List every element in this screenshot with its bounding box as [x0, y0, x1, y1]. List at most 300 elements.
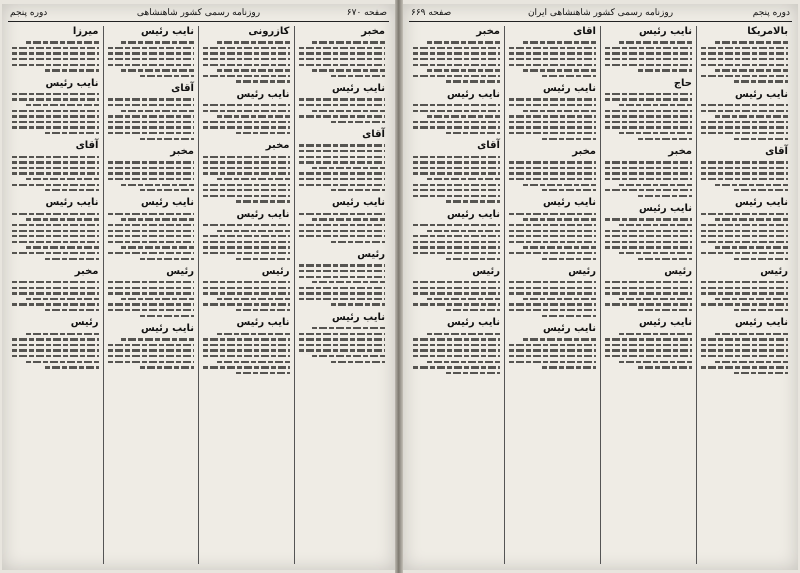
text-line	[312, 41, 385, 43]
speech-paragraph	[12, 197, 99, 259]
text-line	[108, 98, 195, 100]
text-line	[108, 281, 195, 283]
speaker-name: نایب رئیس	[734, 197, 788, 209]
text-line	[108, 132, 195, 134]
text-line	[509, 213, 596, 215]
speech-paragraph	[108, 146, 195, 192]
text-line	[605, 64, 692, 66]
text-line	[140, 315, 194, 317]
text-line	[413, 338, 500, 340]
text-line	[203, 58, 290, 60]
text-line	[523, 246, 596, 248]
speaker-name: آقای	[477, 140, 500, 152]
text-line	[108, 52, 195, 54]
text-line	[619, 132, 692, 134]
text-line	[619, 104, 692, 106]
text-line	[203, 167, 290, 169]
text-line	[217, 178, 290, 180]
speech-paragraph	[509, 197, 596, 259]
text-line	[605, 115, 692, 117]
text-line	[715, 184, 788, 186]
text-line	[701, 303, 788, 305]
text-line	[203, 52, 290, 54]
text-line	[203, 64, 290, 66]
speaker-name: نایب رئیس	[446, 317, 500, 329]
text-line	[715, 298, 788, 300]
text-line	[299, 264, 386, 266]
text-line	[121, 246, 194, 248]
text-line	[45, 366, 99, 368]
text-line	[331, 241, 385, 243]
text-line	[413, 241, 500, 243]
text-line	[509, 361, 596, 363]
text-line	[121, 184, 194, 186]
speech-paragraph	[605, 78, 692, 140]
text-line	[701, 366, 788, 368]
speaker-name: نایب رئیس	[638, 26, 692, 37]
speaker-name: نایب رئیس	[140, 197, 194, 209]
text-line	[108, 121, 195, 123]
book-gutter	[395, 0, 403, 573]
text-line	[413, 110, 500, 112]
speech-paragraph	[12, 266, 99, 312]
text-line	[509, 98, 596, 100]
text-line	[446, 258, 500, 260]
text-line	[299, 161, 386, 163]
text-line	[715, 246, 788, 248]
text-line	[523, 69, 596, 71]
text-line	[299, 144, 386, 146]
text-line	[715, 361, 788, 363]
text-line	[605, 167, 692, 169]
text-line	[701, 230, 788, 232]
text-line	[299, 184, 386, 186]
text-line	[701, 132, 788, 134]
speaker-name: رئیس	[261, 265, 290, 277]
text-line	[26, 104, 99, 106]
text-line	[108, 241, 195, 243]
text-line	[299, 333, 386, 335]
text-line	[12, 58, 99, 60]
speech-paragraph	[605, 146, 692, 197]
text-line	[108, 292, 195, 294]
speaker-name: رئیس	[70, 317, 99, 329]
speech-paragraph	[509, 266, 596, 317]
text-line	[509, 241, 596, 243]
text-line	[45, 69, 99, 71]
text-line	[605, 230, 692, 232]
text-line	[203, 241, 290, 243]
text-line	[299, 344, 386, 346]
text-line	[12, 110, 99, 112]
text-line	[605, 172, 692, 174]
text-line	[734, 372, 788, 374]
speaker-name: نایب رئیس	[45, 197, 99, 209]
text-line	[26, 218, 99, 220]
right-page	[403, 4, 798, 570]
speaker-name: نایب رئیس	[331, 197, 385, 209]
text-line	[203, 156, 290, 158]
text-line	[413, 303, 500, 305]
text-line	[638, 258, 692, 260]
text-line	[331, 303, 385, 305]
text-line	[121, 110, 194, 112]
text-line	[509, 235, 596, 237]
text-line	[701, 344, 788, 346]
speaker-name: نایب رئیس	[45, 77, 99, 89]
text-column	[103, 26, 199, 564]
text-line	[509, 52, 596, 54]
text-line	[413, 184, 500, 186]
text-line	[203, 338, 290, 340]
text-line	[12, 93, 99, 95]
text-line	[299, 235, 386, 237]
text-line	[12, 281, 99, 283]
text-line	[12, 184, 99, 186]
text-line	[12, 64, 99, 66]
text-line	[108, 349, 195, 351]
text-line	[509, 104, 596, 106]
text-line	[299, 178, 386, 180]
text-line	[413, 224, 500, 226]
text-line	[509, 281, 596, 283]
text-line	[509, 132, 596, 134]
text-line	[701, 104, 788, 106]
text-line	[203, 121, 290, 123]
text-line	[299, 104, 386, 106]
text-line	[509, 47, 596, 49]
text-line	[413, 292, 500, 294]
text-line	[236, 258, 290, 260]
text-line	[299, 98, 386, 100]
text-line	[299, 270, 386, 272]
speech-paragraph	[203, 266, 290, 312]
speech-paragraph	[12, 26, 99, 72]
speech-paragraph	[12, 78, 99, 135]
text-line	[413, 349, 500, 351]
text-line	[217, 298, 290, 300]
text-line	[509, 287, 596, 289]
text-line	[331, 121, 385, 123]
text-line	[542, 138, 596, 140]
text-line	[26, 178, 99, 180]
text-line	[427, 41, 500, 43]
text-line	[542, 189, 596, 191]
left-page-issue: دوره پنجم	[10, 8, 48, 18]
speaker-name: نایب رئیس	[236, 208, 290, 220]
text-line	[108, 213, 195, 215]
speaker-name: حاج	[673, 77, 692, 89]
speaker-name: آقای	[75, 140, 99, 152]
speaker-name: آقای	[765, 145, 788, 157]
text-line	[619, 361, 692, 363]
right-page-masthead: روزنامه رسمی کشور شاهنشاهی ایران	[527, 8, 674, 18]
text-line	[509, 224, 596, 226]
text-line	[509, 303, 596, 305]
right-page-columns	[409, 26, 792, 564]
text-line	[203, 281, 290, 283]
text-line	[413, 355, 500, 357]
text-line	[312, 110, 385, 112]
text-line	[217, 361, 290, 363]
text-line	[509, 172, 596, 174]
speech-paragraph	[701, 266, 788, 312]
text-line	[203, 195, 290, 197]
text-line	[121, 338, 194, 340]
speech-paragraph	[509, 146, 596, 192]
text-line	[523, 110, 596, 112]
speaker-name: نایب رئیس	[236, 88, 290, 100]
text-line	[413, 58, 500, 60]
text-line	[299, 150, 386, 152]
text-line	[605, 98, 692, 100]
text-line	[427, 69, 500, 71]
text-line	[542, 366, 596, 368]
text-column	[600, 26, 696, 564]
text-line	[734, 138, 788, 140]
text-line	[638, 69, 692, 71]
speech-paragraph	[108, 197, 195, 259]
text-line	[203, 246, 290, 248]
text-line	[217, 230, 290, 232]
text-line	[523, 184, 596, 186]
text-line	[413, 344, 500, 346]
speech-paragraph	[605, 266, 692, 312]
text-line	[427, 298, 500, 300]
text-line	[605, 338, 692, 340]
text-line	[605, 355, 692, 357]
text-line	[619, 41, 692, 43]
text-line	[701, 241, 788, 243]
speaker-name: مخبر	[170, 145, 194, 157]
text-line	[413, 287, 500, 289]
text-line	[299, 172, 386, 174]
speech-paragraph	[605, 26, 692, 72]
text-line	[509, 161, 596, 163]
text-line	[140, 75, 194, 77]
text-line	[299, 115, 386, 117]
text-line	[299, 230, 386, 232]
text-line	[45, 309, 99, 311]
text-column	[409, 26, 504, 564]
text-line	[108, 230, 195, 232]
text-line	[605, 303, 692, 305]
text-line	[108, 126, 195, 128]
text-line	[217, 115, 290, 117]
speaker-name: نایب رئیس	[638, 203, 692, 215]
text-line	[701, 172, 788, 174]
speaker-name: رئیس	[357, 249, 385, 261]
text-line	[108, 361, 195, 363]
text-line	[523, 298, 596, 300]
text-line	[605, 93, 692, 95]
text-line	[12, 224, 99, 226]
text-line	[701, 64, 788, 66]
text-line	[638, 366, 692, 368]
text-line	[509, 167, 596, 169]
speech-paragraph	[413, 266, 500, 312]
text-line	[509, 355, 596, 357]
text-line	[203, 303, 290, 305]
text-line	[236, 372, 290, 374]
text-line	[140, 258, 194, 260]
text-column	[8, 26, 103, 564]
speech-paragraph	[203, 89, 290, 135]
text-line	[701, 110, 788, 112]
text-line	[45, 189, 99, 191]
text-line	[203, 235, 290, 237]
speech-paragraph	[701, 146, 788, 192]
text-line	[605, 281, 692, 283]
text-line	[108, 104, 195, 106]
text-line	[108, 178, 195, 180]
text-line	[203, 344, 290, 346]
text-line	[413, 366, 500, 368]
text-line	[509, 126, 596, 128]
speaker-name: رئیس	[760, 265, 788, 277]
text-line	[236, 200, 290, 202]
text-line	[108, 161, 195, 163]
text-line	[312, 327, 385, 329]
text-line	[605, 246, 692, 248]
left-page-columns	[8, 26, 389, 564]
text-line	[715, 41, 788, 43]
text-line	[299, 349, 386, 351]
text-line	[203, 189, 290, 191]
speaker-name: نایب رئیس	[734, 88, 788, 100]
text-line	[26, 333, 99, 335]
text-line	[509, 292, 596, 294]
text-line	[701, 213, 788, 215]
text-line	[203, 287, 290, 289]
text-line	[217, 41, 290, 43]
text-line	[605, 110, 692, 112]
right-page-issue: دوره پنجم	[752, 8, 790, 18]
text-line	[12, 121, 99, 123]
text-line	[331, 189, 385, 191]
text-line	[509, 344, 596, 346]
speaker-name: نایب رئیس	[542, 197, 596, 209]
text-line	[203, 349, 290, 351]
text-line	[701, 52, 788, 54]
text-line	[605, 344, 692, 346]
speech-paragraph	[701, 89, 788, 140]
speech-paragraph	[509, 26, 596, 77]
text-line	[413, 121, 500, 123]
text-line	[45, 132, 99, 134]
text-line	[12, 156, 99, 158]
text-line	[446, 80, 500, 82]
speech-paragraph	[701, 26, 788, 83]
text-line	[638, 195, 692, 197]
speaker-name: مخبر	[476, 26, 500, 37]
text-line	[331, 361, 385, 363]
text-line	[121, 69, 194, 71]
text-line	[715, 115, 788, 117]
text-line	[121, 298, 194, 300]
speaker-name: میرزا	[72, 26, 99, 37]
text-line	[312, 218, 385, 220]
text-line	[299, 298, 386, 300]
text-line	[413, 156, 500, 158]
left-page	[2, 4, 395, 570]
speaker-name: نایب رئیس	[331, 83, 385, 95]
text-line	[427, 361, 500, 363]
speaker-name: مخبر	[361, 26, 385, 37]
text-line	[413, 75, 500, 77]
text-line	[108, 64, 195, 66]
text-line	[108, 58, 195, 60]
text-line	[605, 126, 692, 128]
text-line	[701, 338, 788, 340]
text-line	[108, 224, 195, 226]
text-line	[427, 178, 500, 180]
text-line	[701, 161, 788, 163]
speaker-name: نایب رئیس	[446, 208, 500, 220]
left-page-header	[8, 7, 389, 22]
text-line	[446, 200, 500, 202]
text-line	[605, 52, 692, 54]
text-line	[605, 287, 692, 289]
text-line	[108, 115, 195, 117]
text-line	[734, 258, 788, 260]
text-line	[108, 235, 195, 237]
text-line	[509, 230, 596, 232]
text-line	[203, 366, 290, 368]
text-line	[299, 224, 386, 226]
text-line	[523, 41, 596, 43]
text-line	[12, 213, 99, 215]
text-line	[203, 110, 290, 112]
speaker-name: مخبر	[265, 140, 290, 152]
text-line	[605, 189, 692, 191]
text-line	[12, 349, 99, 351]
text-line	[108, 309, 195, 311]
text-line	[121, 218, 194, 220]
text-line	[619, 298, 692, 300]
text-line	[299, 64, 386, 66]
text-line	[605, 178, 692, 180]
text-line	[12, 47, 99, 49]
text-line	[715, 333, 788, 335]
speaker-name: رئیس	[472, 265, 500, 277]
text-line	[509, 121, 596, 123]
text-line	[701, 58, 788, 60]
text-line	[12, 338, 99, 340]
speech-paragraph	[605, 317, 692, 368]
text-column	[696, 26, 792, 564]
text-line	[108, 252, 195, 254]
text-line	[203, 292, 290, 294]
text-column	[294, 26, 390, 564]
text-line	[12, 172, 99, 174]
text-line	[619, 252, 692, 254]
speaker-name: آقای	[362, 129, 385, 141]
text-line	[45, 258, 99, 260]
text-line	[299, 292, 386, 294]
speech-paragraph	[299, 83, 386, 123]
text-line	[26, 298, 99, 300]
text-line	[108, 287, 195, 289]
text-line	[236, 80, 290, 82]
text-line	[312, 167, 385, 169]
text-line	[715, 69, 788, 71]
speech-paragraph	[203, 140, 290, 202]
text-line	[605, 349, 692, 351]
text-line	[203, 47, 290, 49]
text-line	[413, 64, 500, 66]
text-line	[12, 235, 99, 237]
